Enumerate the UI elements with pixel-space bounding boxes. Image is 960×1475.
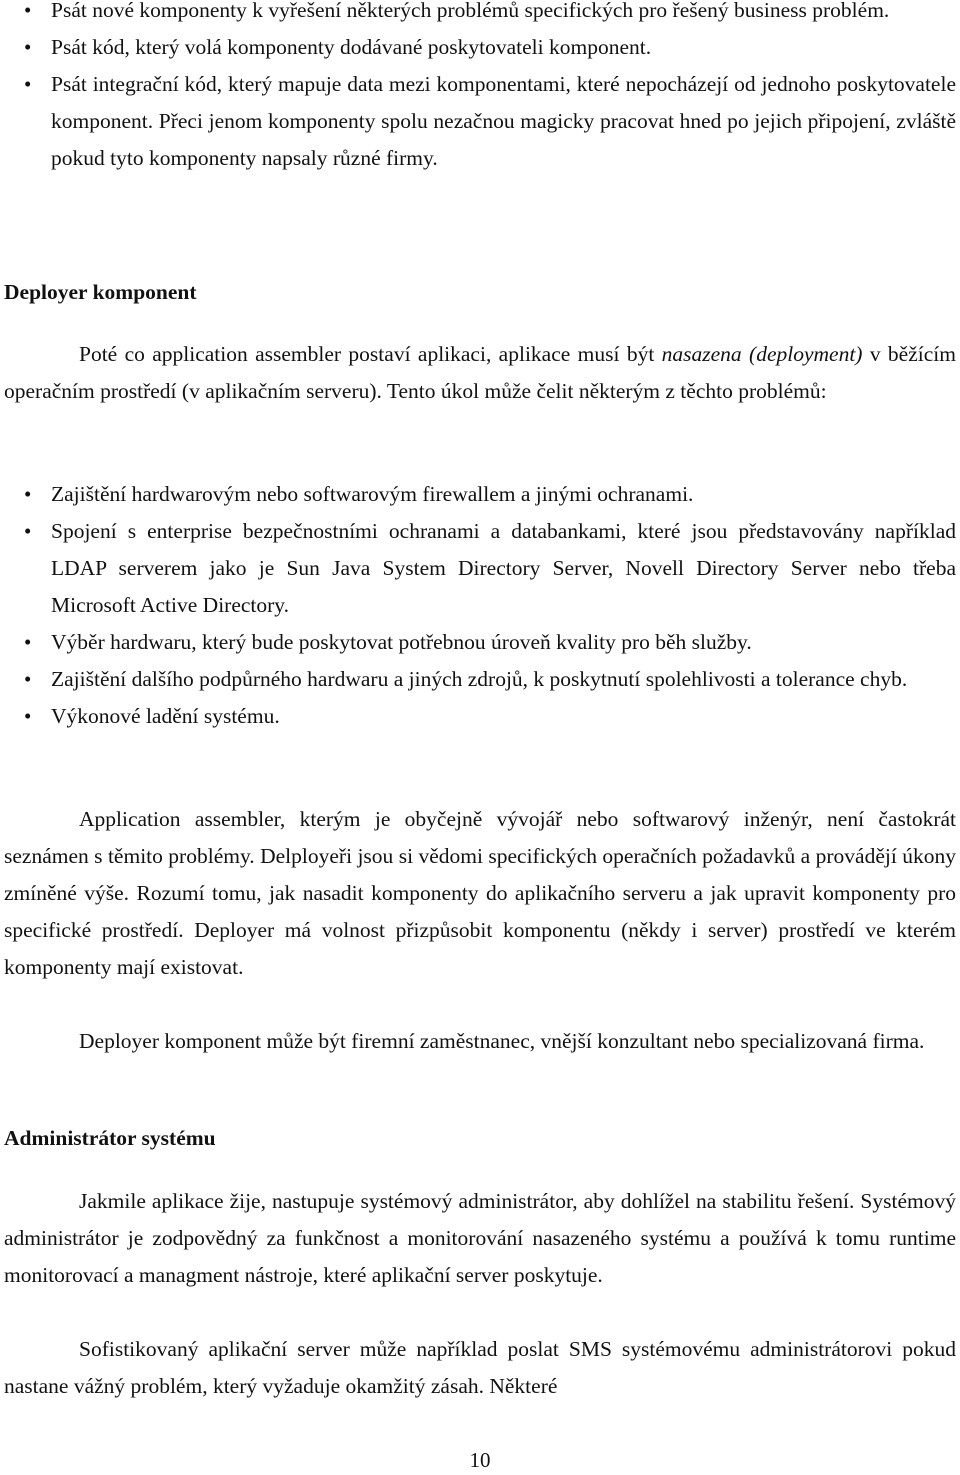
list-item: • Psát nové komponenty k vyřešení některých problémů specifických pro řešený business problém.	[4, 0, 956, 29]
section-heading-admin: Administrátor systému	[4, 1126, 216, 1150]
bullet-list-top	[4, 0, 956, 177]
deployer-intro-paragraph	[4, 336, 956, 410]
list-item: • Zajištění hardwarovým nebo softwarovým firewallem a jinými ochranami.	[4, 476, 956, 513]
list-item: • Výkonové ladění systému.	[4, 698, 956, 735]
list-item: • Psát kód, který volá komponenty dodávané poskytovateli komponent.	[4, 29, 956, 66]
deployer-paragraph-1: Application assembler, kterým je obyčejně vývojář nebo softwarový inženýr, není častokrát seznámen s těmito problémy. Delployeři jsou si vědomi specifických operačních požadavků a provádějí úkony zmíněné výše. Rozumí tomu, jak nasadit komponenty do aplikačního serveru a jak upravit komponenty pro specifické prostředí. Deployer má volnost přizpůsobit komponentu (někdy i server) prostředí ve kterém komponenty mají existovat.	[4, 807, 956, 979]
list-item: • Psát integrační kód, který mapuje data mezi komponentami, které nepocházejí od jednoho poskytovatele komponent. Přeci jenom komponenty spolu nezačnou magicky pracovat hned po jejich připojení, zvláště pokud tyto komponenty napsaly různé firmy.	[4, 66, 956, 177]
deployer-intro-text: Poté co application assembler postaví aplikaci, aplikace musí být	[79, 342, 662, 366]
section-heading-deployer: Deployer komponent	[4, 280, 197, 304]
page-number: 10	[469, 1448, 491, 1472]
list-item: • Výběr hardwaru, který bude poskytovat potřebnou úroveň kvality pro běh služby.	[4, 624, 956, 661]
deployer-intro-italic: nasazena (deployment)	[661, 342, 863, 366]
deployer-intro-text-end: v běžícím operačním prostředí (v aplikačním serveru). Tento úkol může čelit některým z těchto problémů:	[4, 342, 956, 403]
list-item: • Zajištění dalšího podpůrného hardwaru a jiných zdrojů, k poskytnutí spolehlivosti a tolerance chyb.	[4, 661, 956, 698]
admin-paragraph-1: Jakmile aplikace žije, nastupuje systémový administrátor, aby dohlížel na stabilitu řešení. Systémový administrátor je zodpovědný za funkčnost a monitorování nasazeného systému a používá k tomu runtime monitorovací a managment nástroje, které aplikační server poskytuje.	[4, 1189, 956, 1287]
admin-paragraph-2: Sofistikovaný aplikační server může například poslat SMS systémovému administrátorovi pokud nastane vážný problém, který vyžaduje okamžitý zásah. Některé	[4, 1337, 956, 1398]
bullet-list-deployer	[4, 476, 956, 735]
deployer-paragraph-2: Deployer komponent může být firemní zaměstnanec, vnější konzultant nebo specializovaná firma.	[79, 1029, 925, 1053]
list-item: • Spojení s enterprise bezpečnostními ochranami a databankami, které jsou představovány například LDAP serverem jako je Sun Java System Directory Server, Novell Directory Server nebo třeba Microsoft Active Directory.	[4, 513, 956, 624]
